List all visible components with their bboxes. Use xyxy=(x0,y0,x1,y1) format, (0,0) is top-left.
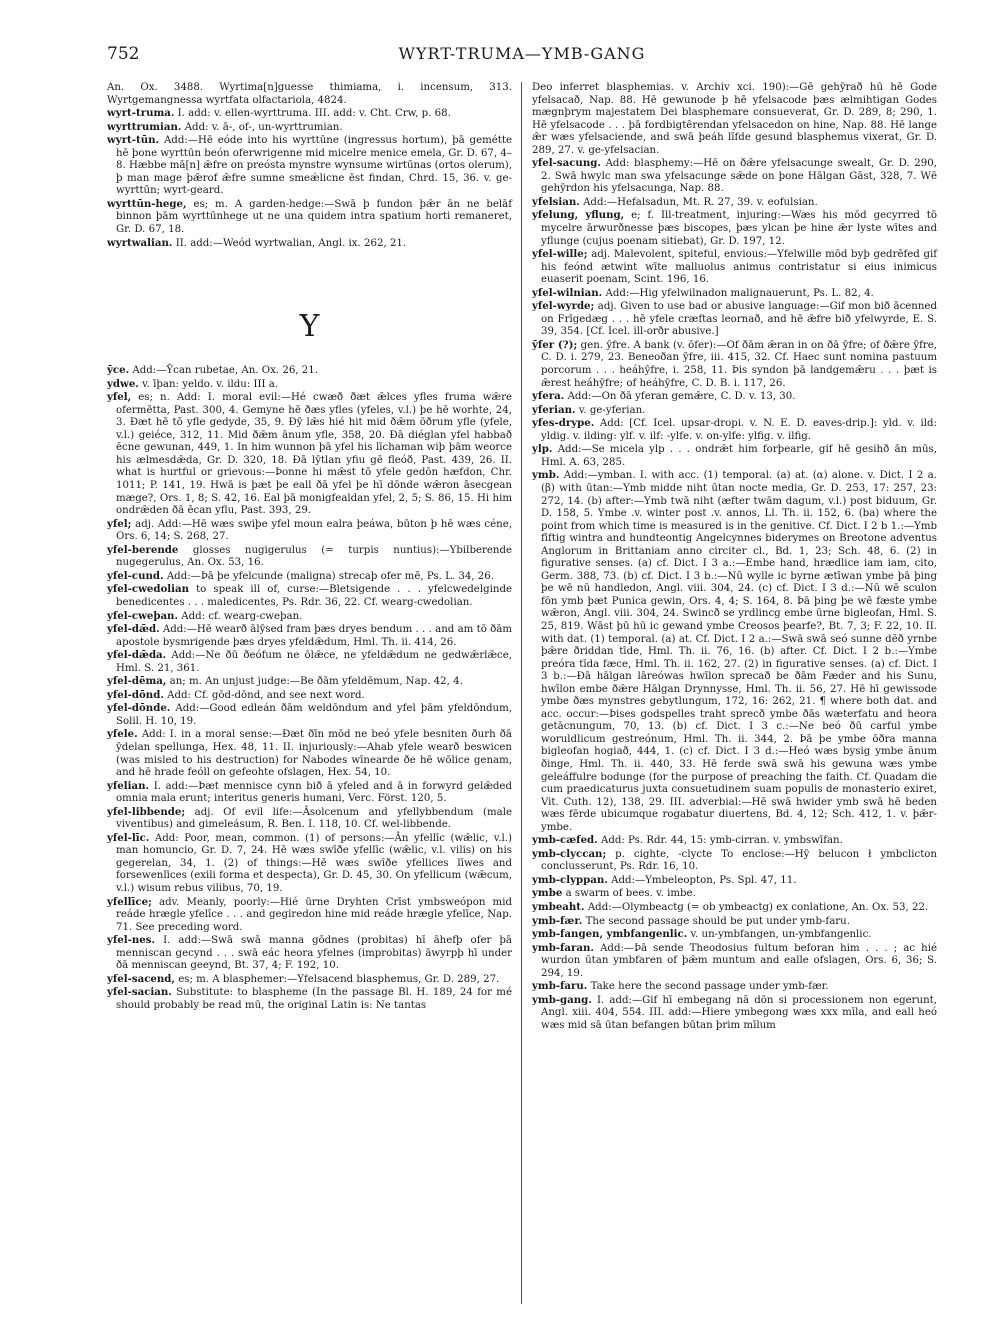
entry-text: Add: [Cf. Icel. upsar-dropi. v. N. E. D. eaves-drip.]: yld. v. ild: yldig. v. ilding: ylf. v. ilf: -ylfe. v. on-ylfe: ylfig. v. ilfig. xyxy=(541,418,937,442)
entry-text: I. add:—Swā swā manna gōdnes (probitas) hī āhefþ ofer þā menniscan gecynd . . . swā eác heora yfelnes (improbitas) āwyrpþ hī under ðā menniscan geeynd, Bt. 37, 4; F. 192, 10. xyxy=(116,935,512,972)
dictionary-entry xyxy=(107,702,512,728)
dictionary-entry xyxy=(532,404,937,418)
entry-headword: ymbeaht. xyxy=(532,901,585,913)
dictionary-entry xyxy=(107,378,512,392)
entry-text: Add:—On ðā yferan gemǣre, C. D. v. 13, 30. xyxy=(567,391,796,403)
entry-headword: yfellīce; xyxy=(107,895,152,908)
entry-headword: yfel-cweþan. xyxy=(107,609,179,622)
dictionary-entry xyxy=(107,544,512,570)
dictionary-entry xyxy=(532,994,937,1033)
entry-headword: yfel-līc. xyxy=(107,831,150,844)
entry-text: Add:—Olymbeactg (= ob ymbeactg) ex conlatione, An. Ox. 53, 22. xyxy=(587,902,929,913)
entry-text: Add: Ps. Rdr. 44, 15: ymb-cirran. v. ymbswīfan. xyxy=(600,835,843,847)
entry-text: adj. Add:—Hē wæs swiþe yfel moun ealra þeáwa, būton þ hē wæs céne, Ors. 6, 14; S. 268, 27. xyxy=(116,518,512,543)
entry-headword: ymb-clyccan; xyxy=(532,847,607,860)
dictionary-entry xyxy=(107,518,512,544)
entry-headword: yfel-wyrde; xyxy=(532,300,595,313)
entry-headword: yfel, xyxy=(107,391,132,404)
dictionary-entry xyxy=(107,121,512,135)
page-header xyxy=(107,40,937,70)
dictionary-entry xyxy=(107,675,512,689)
entry-headword: yfel-dōnde. xyxy=(107,702,171,715)
dictionary-entry xyxy=(532,82,937,157)
entry-headword: wyrttūn-hege, xyxy=(107,197,187,210)
page-number: 752 xyxy=(107,44,140,64)
dictionary-entry xyxy=(532,443,937,469)
entry-text: Add:—Hē wearð ālȳsed fram þæs dryes bendum . . . and am tō ðām apostole bysmrigende þæs dryes yfeldǣdum, Hml. Th. ii. 414, 26. xyxy=(116,624,512,648)
entry-text: An. Ox. 3488. Wyrtima[n]guesse thimiama, i. incensum, 313. Wyrtgemangnessa wyrtfata olfactariola, 4824. xyxy=(107,82,512,106)
entry-headword: wyrt-truma. xyxy=(107,107,175,120)
entry-headword: yfera. xyxy=(532,390,565,403)
dictionary-entry xyxy=(532,942,937,981)
entry-text: Deo inferret blasphemias. v. Archiv xci. 190):—Gē gehȳrað hū hē Gode yfelsacað, Nap. 88. Hē gewunode þ hē yfelsacode þæs ælmihtigan Godes mægnþrym majestatem Dei blasphemare consueverat, Gr. D. 289, 8; 290, 1. Hē yfelsacode . . . þā fordbigtērendan yfelsacedon on hine, Nap. 88. Hē lange ǣr wæs yfelsaciende, and swā þeáh līfde gesund blasphemus vixerat, Gr. D. 289, 27. v. ge-yfelsacian. xyxy=(532,82,937,156)
dictionary-entry xyxy=(107,107,512,121)
entry-headword: ydwe. xyxy=(107,377,139,390)
dictionary-page xyxy=(107,40,937,1310)
dictionary-entry xyxy=(532,848,937,874)
entry-headword: yfel-dǣd. xyxy=(107,623,160,636)
entry-text: v. īþan: yeldo. v. ildu: III a. xyxy=(142,378,279,390)
dictionary-entry xyxy=(532,287,937,301)
entry-text: es; n. Add: I. moral evil:—Hé cwæð ðæt ǣlces yfles fruma wǣre ofermētta, Past. 300, 4. Gemyne hē ðæs yfles (yfeles, v.l.) þe hē worhte, 24, 3. Ðæt hē tō yfle gedyde, 35, 9. Ðȳ lǣs hié hit mid ðǣm ōðrum yfle (yfele, v.l.) geiéce, 312, 11. Mid ðǣm ānum yfle, 358, 20. Ðā diéglan yfel habbað ēcne gewunan, 449, 1. In him wunnon þā yfel his līchaman wiþ þām weorce his ælmesdǣda, Gr. D. 320, 18. Ðā lȳtlan yfiu gē fleóð, Past. 439, 26. II. what is hurtful or grievous:—Þonne hi mǣst tō yfele gedōn hæfdon, Chr. 1011; P. 141, 19. Hwā is þæt þe eall ðā yfel þe hī dōnde wǣron āsecgean mæge?, Ors. 1, 8; S. 42, 16. Eal þā monigfealdan yfel, 2, 5; S. 86, 15. Hi him ondrǣden ðā ēcan yflu, Past. 393, 29. xyxy=(116,392,512,517)
entry-text: Add:—Hē eóde into his wyrttūne (ingressus hortum), þā gemétte hē þone wyrttūn beón oferwrigenne mid micelre menice emela, Gr. D. 67, 4–8. Hæbbe mā[n] ǣfre on preósta mynstre wynsume wirtūnas (ortos olerum), þ man mage þǣrof ǣfre sumne smeǽlicne ēst findan, Chrd. 15, 36. v. ge-wyrttūn; wyrt-geard. xyxy=(116,135,513,197)
dictionary-entry xyxy=(107,623,512,649)
dictionary-entry xyxy=(107,198,512,237)
dictionary-entry xyxy=(532,874,937,888)
entry-text: adv. Meanly, poorly:—Hié ūrne Dryhten Crīst ymbsweópon mid reáde hrægle yfelīce . . . and gegiredon hine mid reáde hrægle yfelīce, Nap. 71. See preceding word. xyxy=(116,896,512,933)
entry-text: Add:—Hefalsadun, Mt. R. 27, 39. v. eofulsian. xyxy=(583,196,818,208)
entry-headword: yfel-cund. xyxy=(107,569,164,582)
dictionary-entry xyxy=(532,887,937,901)
section-letter: Y xyxy=(299,309,320,345)
entry-headword: ymb-faru. xyxy=(532,980,588,993)
dictionary-entry xyxy=(107,934,512,973)
entry-text: Add:—Good edleán ðām weldōndum and yfel þām yfeldōndum, Solil. H. 10, 19. xyxy=(116,703,513,727)
entry-text: Add:—Hig yfelwilnadon malignauerunt, Ps. L. 82, 4. xyxy=(605,287,874,299)
dictionary-entry xyxy=(107,610,512,624)
dictionary-entry xyxy=(532,417,937,443)
entry-headword: yfel-libbende; xyxy=(107,805,186,818)
entry-text: gen. ȳfre. A bank (v. ōfer):—Of ðām ǣran in on ðā ȳfre; of ðǣre ȳfre, C. D. i. 279, 23. Beneoðan ȳfre, iii. 415, 32. Cf. Haec sunt nomina pastuum porcorum . . . heáhȳfre, i. 258, 11. Þis syndon þā landgemǣru . . . þæt is ǣrest heáhȳfre; of heáhȳfre, C. D. B. i. 117, 26. xyxy=(541,339,937,389)
entry-text: p. cighte, -clycte To enclose:—Hȳ belucon ł ymbclicton conclusserunt, Ps. Rdr. 16, 10. xyxy=(541,848,937,873)
entry-text: Add:—Þā sende Theodosius fultum beforan him . . . ; ac hié wurdon ūtan ymbfaren of þǣm muntum and ealle ofslagen, Ors. 6, 36; S. 294, 19. xyxy=(541,942,937,979)
dictionary-entry xyxy=(532,209,937,248)
entry-headword: ymbe xyxy=(532,887,563,900)
dictionary-entry xyxy=(107,689,512,703)
entry-text: glosses nugigerulus (= turpis nuntius):—Ybilberende nugegerulus, An. Ox. 53, 16. xyxy=(116,544,512,569)
entry-text: Add:—ymban. I. with acc. (1) temporal. (a) at. (α) alone. v. Dict. I 2 a. (β) with ūtan:—Ymb midde niht ūtan nocte media, Gr. D. 253, 17: 257, 23: 272, 14. (b) after:—Ymb twā niht (æfter twām dagum, v.l.) post biduum, Gr. D. 158, 5. Ymbe .v. winter post .v. annos, Ll. Th. ii. 152, 6. (ba) where the point from which time is measured is in the genitive. Cf. Dict. I 2 b 1.:—Ymb fīftig wintra and hundteontig Angelcynnes biderymes on Breotone adventus Anglorum in Brittaniam anno circiter cl., Bd. 1, 23; Sch. 48, 6. (2) in figurative senses. (a) cf. Dict. I 3 a.:—Embe hand, hrædlice iam iam, cito, Germ. 388, 73. (b) cf. Dict. I 3 b.:—Nū wylle ic byrne ætīwan ymbe þā þing þe wē nū handledon, Angl. viii. 304, 24. (c) cf. Dict. I 3 d.:—Nū wē sculon fōn ymb þæt Punica gewin, Ors. 4, 4; S. 164, 8. Þā þing þe wē fæste ymbe wǣron, Angl. viii. 304, 24. Swincð se yrdlincg embe ūrne bigleofan, Hml. S. 25, 819. Wāst þū hū ic gewand ymbe Creosos þearfe?, Bt. 7, 3; F. 22, 10. II. with dat. (1) temporal. (a) at. Cf. Dict. I 2 a.:—Swā swā seó sunne dēð yrnbe þǣre ðriddan tīde, Hml. Th. ii. 76, 16. (b) after. Cf. Dict. I 2 b.:—Ymbe preóra tīda fæce, Hml. Th. ii. 162, 27. (2) in figurative senses. (a) cf. Dict. I 3 b.:—Ðā hālgan lāreówas hwīlon sprecað be ðām Fæder and his Sunu, hwīlon embe ðǣre Hālgan Drynnysse, Hml. Th. ii. 56, 27. Hē hī gewissode ymbe ðæs mynstres gebytlungum, 172, 16: 262, 21. ¶ where both dat. and acc. occur:—Þises godspelles traht sprecð ymbe ðās wæterfatu and heora getācnungum, 70, 13. (b) cf. Dict. I 3 c.:—Ne beó ðū carful ymbe woruldlicum gestreónum, Hml. Th. ii. 344, 2. Þā þe ymbe ōðra manna bigleofan hogiað, 444, 1. (c) cf. Dict. I 3 d.:—Heó wæs bysig ymbe ānum ðinge, Hml. Th. ii. 440, 33. Hē ferde swā swā his gewuna wæs ymbe geleáffulre bodunge (for the purpose of preaching the faith. Cf. Quadam die cum praedicaturus juxta consuetudinem suam populis de monasterio exiret, Vit. Cuth. 12), 138, 29. III. adverbial:—Hē swā hwider ymb swā hē beden wæs fērde ubicumque rogabatur diuertens, Bd. 4, 12; Sch. 412, 1. v. þǣr-ymbe. xyxy=(541,470,937,833)
entry-headword: ymb-fær. xyxy=(532,914,583,927)
dictionary-entry xyxy=(107,649,512,675)
entry-headword: ymb-clyppan. xyxy=(532,873,608,886)
column-divider xyxy=(521,82,522,1304)
entry-text: I. add:—Þæt mennisce cynn bið ā yfeled and ā in forwyrd gelǣded omnia mala erunt; interitus generis humani, Verc. Först. 120, 5. xyxy=(116,780,512,805)
dictionary-entry xyxy=(107,728,512,779)
dictionary-entry xyxy=(532,157,937,196)
dictionary-entry xyxy=(107,570,512,584)
entry-text: es; m. A garden-hedge:—Swā þ fundon þǣr ān ne belāf binnon þām wyrttūnhege ut ne una quidem intra spatium horti remaneret, Gr. D. 67, 18. xyxy=(116,198,512,236)
entry-headword: yfel-wille; xyxy=(532,248,588,261)
dictionary-entry xyxy=(532,928,937,942)
left-column xyxy=(107,82,512,1012)
entry-headword: yfel-sacian. xyxy=(107,986,172,999)
entry-headword: yfelsian. xyxy=(532,195,580,208)
dictionary-entry xyxy=(532,339,937,390)
entry-text: Add: Poor, mean, common. (1) of persons:—Ān yfellīc (wǣlic, v.l.) man homuncio, Gr. D. 7, 24. Hē wæs swīðe yfellīc (wǣlic, v.l. vilis) on his gegerelan, 34, 1. (2) of things:—Hē wæs swīðe yfellices līwes and forsewenlīces (exili forma et despecta), Gr. D. 45, 30. On yfellicum (wǣcum, v.l.) wisum rebus vilibus, 70, 19. xyxy=(116,832,512,894)
dictionary-entry xyxy=(532,248,937,287)
dictionary-entry xyxy=(107,806,512,832)
entry-text: II. add:—Weód wyrtwalian, Angl. ix. 262, 21. xyxy=(175,237,407,249)
dictionary-entry xyxy=(532,196,937,210)
entry-headword: ymb-cæfed. xyxy=(532,834,598,847)
entry-headword: yferian. xyxy=(532,403,576,416)
dictionary-entry xyxy=(107,134,512,198)
entry-headword: yfelung, yflung, xyxy=(532,209,625,222)
entry-text: I. add: v. ellen-wyrttruma. III. add: v. Cht. Crw, p. 68. xyxy=(177,108,451,120)
dictionary-entry xyxy=(532,834,937,848)
entry-headword: yfes-drype. xyxy=(532,417,595,430)
entry-text: an; m. An unjust judge:—Be ðām yfeldēmum, Nap. 42, 4. xyxy=(169,676,463,688)
entry-text: Add:—Ymbeleopton, Ps. Spl. 47, 11. xyxy=(611,874,797,886)
entry-headword: ymb. xyxy=(532,469,560,482)
running-head: WYRT-TRUMA—YMB-GANG xyxy=(398,44,646,63)
right-column xyxy=(532,82,937,1032)
dictionary-entry xyxy=(532,980,937,994)
dictionary-entry xyxy=(107,237,512,251)
entry-text: Add:—Se micela ylp . . . ondrǣt him forþearle, gif hē gesihð ān mūs, Hml. A. 63, 285. xyxy=(541,444,937,468)
entry-text: I. add:—Gif hī embegang nā dōn si processionem non egerunt, Angl. xiii. 404, 554. III. add:—Hiere ymbegong wæs xxx mīla, and eall heó wæs mid sā ūtan befangen būtan þrim mīlum xyxy=(541,994,937,1031)
entry-text: Add: cf. wearg-cweþan. xyxy=(181,610,303,622)
dictionary-entry xyxy=(532,915,937,929)
entry-text: Add: blasphemy:—Hē on ðǣre yfelsacunge swealt, Gr. D. 290, 2. Swā hwylc man swa yfelsacunge sǣde on þone Hālgan Gāst, 328, 7. Wē gehȳrdon his yfelsacunga, Nap. 88. xyxy=(541,158,937,195)
entry-headword: yfel-dǣda. xyxy=(107,649,167,662)
entry-headword: wyrt-tūn. xyxy=(107,134,160,147)
entry-text: Add:—Þā þe yfelcunde (maligna) strecaþ ofer mē, Ps. L. 34, 26. xyxy=(166,570,494,582)
entry-text: Add: I. in a moral sense:—Ðæt ðīn mōd ne beó yfele besniten ðurh ðā ȳdelan spellunga, Hex. 48, 11. II. injuriously:—Ahab yfele wearð beswicen (was misled to his destruction) for Nabodes wīnearde ðe hē wōlice genam, and hē hrade feóll on gefeohte ofslagen, Hex. 54, 10. xyxy=(116,729,512,779)
entry-headword: yfelian. xyxy=(107,779,150,792)
entry-headword: yfel-sacend, xyxy=(107,972,175,985)
dictionary-entry xyxy=(107,583,512,609)
entry-headword: yfel-wilnian. xyxy=(532,286,603,299)
entry-headword: yfel-berende xyxy=(107,543,179,556)
entry-headword: ymb-gang. xyxy=(532,993,592,1006)
dictionary-entry xyxy=(107,832,512,896)
entry-headword: ȳce. xyxy=(107,364,130,377)
entry-text: es; m. A blasphemer:—Yfelsacend blasphemus, Gr. D. 289, 27. xyxy=(178,973,500,985)
dictionary-entry xyxy=(532,300,937,339)
dictionary-entry xyxy=(107,391,512,517)
entry-text: Add:—Ȳcan rubetae, An. Ox. 26, 21. xyxy=(132,365,318,377)
entry-headword: wyrtwalian. xyxy=(107,236,173,249)
entry-text: v. ge-yferian. xyxy=(578,404,646,416)
entry-text: to speak ill of, curse:—Bletsigende . . . yfelcwedelginde benedicentes . . . maledicentes, Ps. Rdr. 36, 22. Cf. wearg-cwedolian. xyxy=(116,584,512,608)
entry-headword: yfel-sacung. xyxy=(532,157,601,170)
dictionary-entry xyxy=(532,901,937,915)
entry-text: The second passage should be put under ymb-faru. xyxy=(585,915,850,927)
entry-text: e; f. Ill-treatment, injuring:—Wæs his mōd gecyrred tō mycelre ārwurðnesse þæs biscopes, þæs ylcan þe hine ǣr lyste wītes and yflunge (cujus poenam sitiebat), Gr. D. 197, 12. xyxy=(541,210,937,247)
entry-text: adj. Malevolent, spiteful, envious:—Yfelwille mōd byþ gedrēfed gif his feónd ætwint wīte malluolus animus contristatur si eius inimicus euaserit poenam, Scint. 196, 16. xyxy=(541,249,938,286)
entry-headword: yfel-nes. xyxy=(107,934,156,947)
dictionary-entry xyxy=(107,364,512,378)
entry-headword: yfele. xyxy=(107,728,138,741)
entry-text: Substitute: to blaspheme (In the passage Bl. H. 189, 24 for mé should probably be read mū, the original Latin is: Ne tantas xyxy=(116,987,512,1011)
entry-headword: ymb-fangen, ymbfangenlic. xyxy=(532,928,688,941)
entry-text: Add: v. ā-, of-, un-wyrttrumian. xyxy=(184,121,343,133)
entry-headword: yfel; xyxy=(107,517,132,530)
dictionary-entry xyxy=(107,780,512,806)
entry-headword: ymb-faran. xyxy=(532,941,594,954)
dictionary-entry xyxy=(532,390,937,404)
entry-headword: wyrttrumian. xyxy=(107,120,182,133)
entry-text: adj. Given to use bad or abusive language:—Gif mon bið ācenned on Frīgedæg . . . hē yfele cræftas leornað, and hē ǣfre bið yfelwyrde, E. S. 39, 354. [Cf. Icel. ill-orðr abusive.] xyxy=(541,301,937,338)
entry-text: a swarm of bees. v. imbe. xyxy=(565,888,696,900)
dictionary-entry xyxy=(532,469,937,834)
entry-headword: ȳfer (?); xyxy=(532,338,578,351)
entry-text: adj. Of evil life:—Āsolcenum and yfellybbendum (male viventibus) and gimeleásum, R. Ben. I. 118, 10. Cf. wel-libbende. xyxy=(116,806,512,831)
entry-text: Add: Cf. gōd-dōnd, and see next word. xyxy=(167,689,365,701)
entry-headword: yfel-cwedolian xyxy=(107,583,190,596)
entry-text: Add:—Ne ðū ðeófum ne ōlǣce, ne yfeldǣdum ne gedwǣrlǣce, Hml. S. 21, 361. xyxy=(116,650,512,674)
dictionary-entry xyxy=(107,82,512,107)
dictionary-entry xyxy=(107,896,512,935)
entry-text: v. un-ymbfangen, un-ymbfangenlic. xyxy=(690,929,872,941)
entry-headword: yfel-dōnd. xyxy=(107,688,164,701)
entry-text: Take here the second passage under ymb-fær. xyxy=(590,981,829,993)
dictionary-entry xyxy=(107,986,512,1012)
dictionary-entry xyxy=(107,973,512,987)
entry-headword: ylp. xyxy=(532,443,553,456)
entry-headword: yfel-dēma, xyxy=(107,675,167,688)
